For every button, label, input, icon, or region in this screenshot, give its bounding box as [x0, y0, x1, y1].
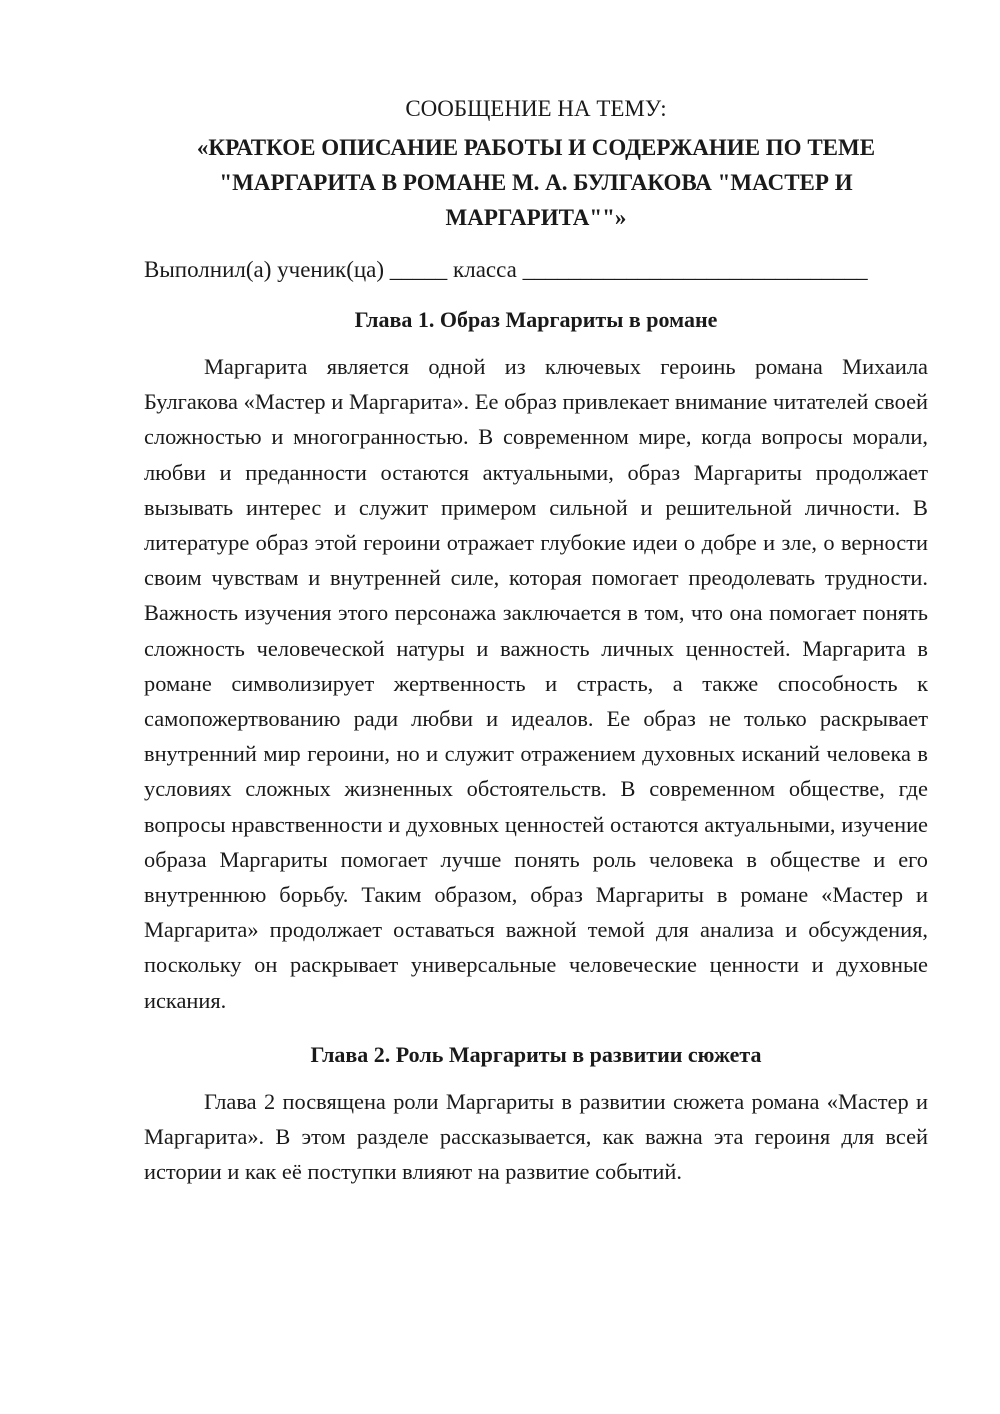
- document-page: [144, 92, 928, 1189]
- signature-line: Выполнил(а) ученик(ца) _____ класса ______________________________: [144, 257, 868, 282]
- chapter-2-heading: Глава 2. Роль Маргариты в развитии сюжета: [310, 1041, 762, 1067]
- document-header: СООБЩЕНИЕ НА ТЕМУ:: [405, 96, 667, 121]
- chapter-2-text: Глава 2 посвящена роли Маргариты в развитии сюжета романа «Мастер и Маргарита». В этом разделе рассказывается, как важна эта героиня для всей истории и как её поступки влияют на развитие событий.: [144, 1088, 928, 1185]
- chapter-1-heading: Глава 1. Образ Маргариты в романе: [354, 307, 718, 332]
- chapter-1-text: Маргарита является одной из ключевых героинь романа Михаила Булгакова «Мастер и Маргарита». Ее образ привлекает внимание читателей своей сложностью и многогранностью. В современном мире, когда вопросы морали, любви и преданности остаются актуальными, образ Маргариты продолжает вызывать интерес и служит примером сильной и решительной личности. В литературе образ этой героини отражает глубокие идеи о добре и зле, о верности своим чувствам и внутренней силе, которая помогает преодолевать трудности. Важность изучения этого персонажа заключается в том, что она помогает понять сложность человеческой натуры и важность личных ценностей. Маргарита в романе символизирует жертвенность и страсть, а также способность к самопожертвованию ради любви и идеалов. Ее образ не только раскрывает внутренний мир героини, но и служит отражением духовных исканий человека в условиях сложных жизненных обстоятельств. В современном обществе, где вопросы нравственности и духовных ценностей остаются актуальными, изучение образа Маргариты помогает лучше понять роль человека в обществе и его внутреннюю борьбу. Таким образом, образ Маргариты в романе «Мастер и Маргарита» продолжает оставаться важной темой для анализа и обсуждения, поскольку он раскрывает универсальные человеческие ценности и духовные искания.: [144, 354, 928, 1013]
- document-title: «КРАТКОЕ ОПИСАНИЕ РАБОТЫ И СОДЕРЖАНИЕ ПО ТЕМЕ "МАРГАРИТА В РОМАНЕ М. А. БУЛГАКОВА "МАСТЕР И МАРГАРИТА""»: [196, 135, 876, 230]
